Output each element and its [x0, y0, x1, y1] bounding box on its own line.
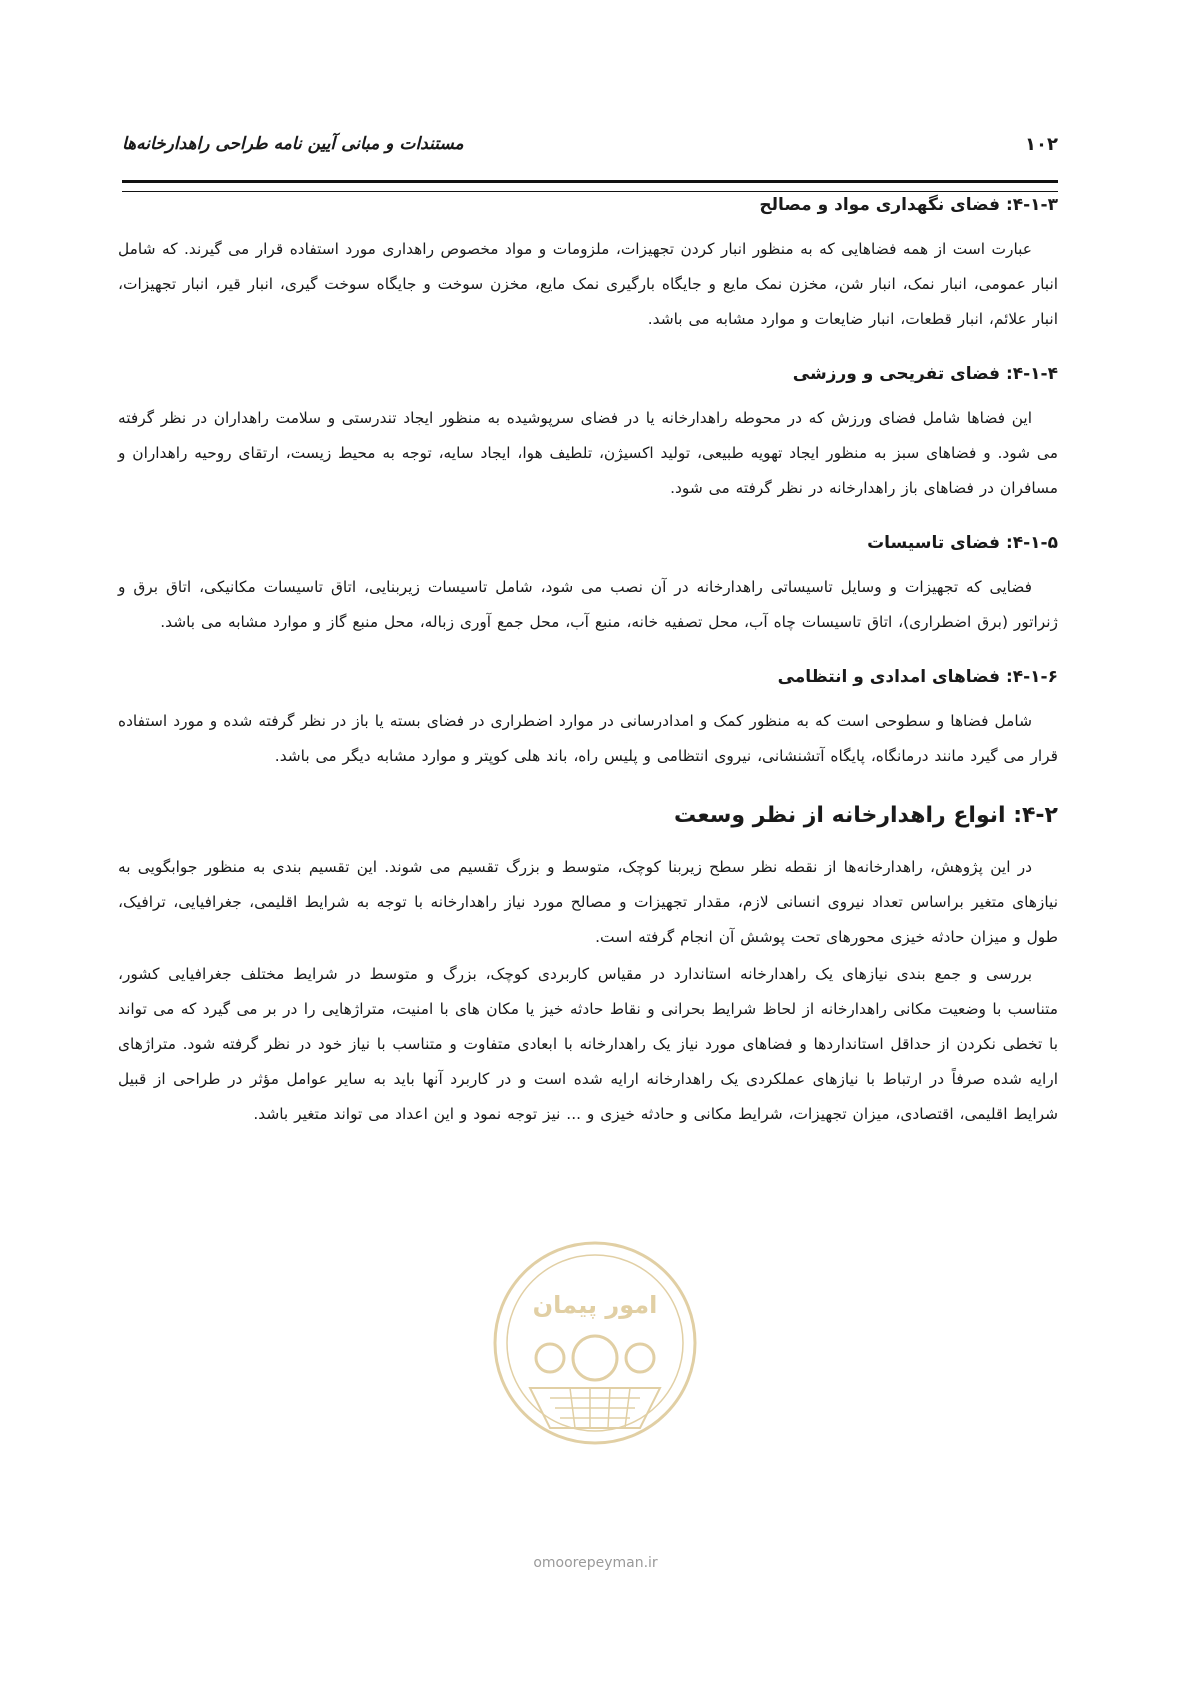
watermark-logo-text: امور پیمان [532, 1291, 658, 1319]
watermark-logo [490, 1238, 700, 1448]
section-size-types [118, 796, 1058, 1132]
section-storage [118, 190, 1058, 337]
page-number: ۱۰۲ [1025, 134, 1058, 155]
section-paragraph: بررسی و جمع بندی نیازهای یک راهدارخانه استاندارد در مقیاس کاربردی کوچک، بزرگ و متوسط در شرایط مختلف جغرافیایی کشور، متناسب با وضعیت مکانی راهدارخانه از لحاظ شرایط بحرانی و نقاط حادثه خیز یا مکان های با امنیت، متراژهایی را در بر می گیرد که می تواند با تخطی نکردن از حداقل استانداردها و فضاهای مورد نیاز یک راهدارخانه با ابعادی متفاوت و متناسب با نیاز خود در نظر گرفته شود. متراژهای ارایه شده صرفاً در ارتباط با نیازهای عملکردی یک راهدارخانه ارایه شده است و در کاربرد آنها باید به سایر عوامل مؤثر در طراحی از قبیل شرایط اقلیمی، اقتصادی، میزان تجهیزات، شرایط مکانی و حادثه خیزی و ... نیز توجه نمود و این اعداد می تواند متغیر باشد. [118, 965, 1058, 1123]
section-paragraph: عبارت است از همه فضاهایی که به منظور انبار کردن تجهیزات، ملزومات و مواد مخصوص راهداری مورد استفاده قرار می گیرند. که شامل انبار عمومی، انبار نمک، انبار شن، مخزن نمک مایع و جایگاه بارگیری نمک مایع، مخزن سوخت و جایگاه سوخت گیری، انبار قیر، انبار تجهیزات، انبار علائم، انبار قطعات، انبار ضایعات و موارد مشابه می باشد. [118, 240, 1058, 328]
section-paragraph: فضایی که تجهیزات و وسایل تاسیساتی راهدارخانه در آن نصب می شود، شامل تاسیسات زیربنایی، اتاق تاسیسات مکانیکی، اتاق برق و ژنراتور (برق اضطراری)، اتاق تاسیسات چاه آب، محل تصفیه خانه، منبع آب، محل جمع آوری زباله، محل منبع گاز و موارد مشابه می باشد. [118, 578, 1058, 631]
section-paragraph: در این پژوهش، راهدارخانه‌ها از نقطه نظر سطح زیربنا کوچک، متوسط و بزرگ تقسیم می شوند. این تقسیم بندی به منظور جوابگویی به نیازهای متغیر براساس تعداد نیروی انسانی لازم، مقدار تجهیزات و مصالح مورد نیاز راهدارخانه با توجه به شرایط اقلیمی، جغرافیایی، ترافیک، طول و میزان حادثه خیزی محورهای تحت پوشش آن انجام گرفته است. [118, 858, 1058, 946]
main-section-heading: ۴-۲: انواع راهدارخانه از نظر وسعت [674, 803, 1058, 828]
running-title: مستندات و مبانی آیین نامه طراحی راهدارخانه‌ها [122, 134, 464, 154]
section-heading: ۴-۱-۳: فضای نگهداری مواد و مصالح [759, 195, 1058, 215]
section-paragraph: شامل فضاها و سطوحی است که به منظور کمک و امدادرسانی در موارد اضطراری در فضای بسته یا باز در نظر گرفته شده و مورد استفاده قرار می گیرد مانند درمانگاه، پایگاه آتشنشانی، نیروی انتظامی و پلیس راه، باند هلی کوپتر و موارد مشابه دیگر می باشد. [118, 712, 1058, 765]
section-emergency [118, 662, 1058, 774]
section-paragraph: این فضاها شامل فضای ورزش که در محوطه راهدارخانه یا در فضای سرپوشیده به منظور ایجاد تندرستی و سلامت راهداران در نظر گرفته می شود. و فضاهای سبز به منظور ایجاد تهویه طبیعی، تولید اکسیژن، تلطیف هوا، ایجاد سایه، توجه به محیط زیست، ارتقای روحیه راهداران و مسافران در فضاهای باز راهدارخانه در نظر گرفته می شود. [118, 409, 1058, 497]
page-header [122, 126, 1058, 166]
page-content [118, 190, 1058, 1154]
section-heading: ۴-۱-۴: فضای تفریحی و ورزشی [792, 364, 1058, 384]
section-recreation [118, 359, 1058, 506]
watermark-url: omoorepeyman.ir [533, 1555, 658, 1571]
section-heading: ۴-۱-۵: فضای تاسیسات [867, 533, 1058, 553]
section-heading: ۴-۱-۶: فضاهای امدادی و انتظامی [777, 667, 1058, 687]
section-facilities [118, 528, 1058, 640]
